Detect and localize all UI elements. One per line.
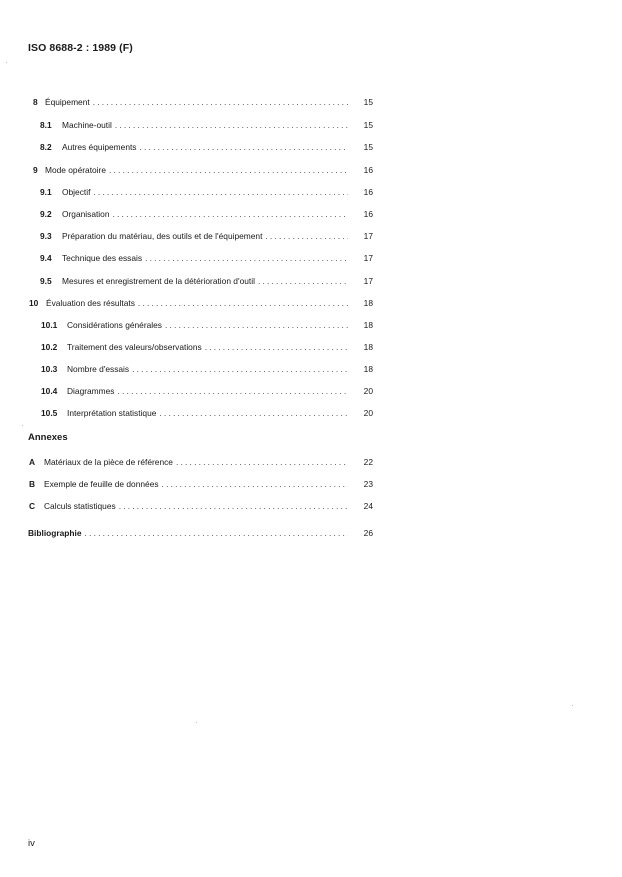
toc-entry[interactable] [41,318,373,332]
toc-entry-number: 9.1 [40,187,52,197]
leader-dots [85,526,348,540]
toc-entry-page: 15 [363,142,373,152]
annex-title: Matériaux de la pièce de référence [44,457,173,467]
leader-dots [115,118,348,132]
scan-speck [22,425,23,426]
leader-dots [159,406,348,420]
toc-entry-page: 16 [363,187,373,197]
toc-entry-number: 9.5 [40,276,52,286]
annex-entry[interactable] [29,477,373,491]
toc-entry-page: 20 [363,408,373,418]
leader-dots [205,340,348,354]
leader-dots [145,251,348,265]
toc-entry[interactable] [40,274,373,288]
toc-entry-title: Objectif [62,187,91,197]
toc-entry-title: Préparation du matériau, des outils et de l'équipement [62,231,263,241]
toc-entry-title: Technique des essais [62,253,143,263]
bibliography-page: 26 [363,528,373,538]
bibliography-entry[interactable] [28,526,373,540]
toc-entry-number: 10.3 [41,364,58,374]
toc-entry-number: 9.3 [40,231,52,241]
annex-entry[interactable] [29,455,373,469]
toc-entry-page: 20 [363,386,373,396]
leader-dots [109,163,348,177]
toc-entry-page: 18 [363,298,373,308]
toc-entry-number: 8 [33,97,38,107]
leader-dots [132,362,348,376]
toc-entry[interactable] [41,384,373,398]
toc-entry-number: 10.1 [41,320,58,330]
toc-entry-title: Traitement des valeurs/observations [67,342,202,352]
leader-dots [119,499,348,513]
toc-entry-title: Nombre d'essais [67,364,130,374]
annex-page: 23 [363,479,373,489]
leader-dots [140,140,349,154]
scan-speck [196,722,197,723]
toc-entry[interactable] [40,140,373,154]
toc-entry[interactable] [40,229,373,243]
leader-dots [165,318,348,332]
annex-title: Calculs statistiques [44,501,116,511]
annex-letter: A [29,457,36,467]
scan-speck [572,705,573,706]
annex-title: Exemple de feuille de données [44,479,159,489]
toc-entry[interactable] [33,95,373,109]
leader-dots [117,384,348,398]
toc-entry-title: Interprétation statistique [67,408,157,418]
toc-entry-title: Mesures et enregistrement de la détérioration d'outil [62,276,255,286]
annex-letter: B [29,479,36,489]
toc-entry[interactable] [40,118,373,132]
annex-entry[interactable] [29,499,373,513]
leader-dots [93,185,348,199]
toc-entry-title: Mode opératoire [45,165,106,175]
toc-entry[interactable] [40,251,373,265]
toc-entry-page: 18 [363,320,373,330]
toc-entry[interactable] [40,207,373,221]
toc-entry-number: 8.2 [40,142,52,152]
leader-dots [113,207,349,221]
toc-entry-title: Diagrammes [67,386,115,396]
toc-entry-page: 15 [363,120,373,130]
toc-entry-number: 10.2 [41,342,58,352]
page-number: iv [28,838,35,849]
leader-dots [138,296,348,310]
toc-entry-number: 10.5 [41,408,58,418]
bibliography-title: Bibliographie [28,528,82,538]
toc-entry-title: Considérations générales [67,320,162,330]
toc-entry[interactable] [41,340,373,354]
toc-entry-title: Organisation [62,209,110,219]
leader-dots [176,455,348,469]
leader-dots [162,477,348,491]
toc-entry-page: 17 [363,231,373,241]
toc-entry-title: Autres équipements [62,142,137,152]
toc-entry-page: 18 [363,364,373,374]
toc-entry-number: 10 [29,298,39,308]
toc-entry[interactable] [29,296,373,310]
document-header: ISO 8688-2 : 1989 (F) [28,42,133,54]
toc-entry-page: 15 [363,97,373,107]
toc-entry-page: 17 [363,253,373,263]
toc-entry-page: 16 [363,209,373,219]
toc-entry-title: Équipement [45,97,90,107]
toc-entry-number: 9.4 [40,253,52,263]
toc-entry-number: 10.4 [41,386,58,396]
toc-entry-number: 9 [33,165,38,175]
toc-entry-page: 16 [363,165,373,175]
toc-entry-title: Évaluation des résultats [46,298,135,308]
toc-entry[interactable] [40,185,373,199]
toc-entry-number: 8.1 [40,120,52,130]
leader-dots [258,274,348,288]
annex-page: 22 [363,457,373,467]
toc-entry[interactable] [41,362,373,376]
leader-dots [265,229,348,243]
toc-entry[interactable] [33,163,373,177]
toc-entry-page: 18 [363,342,373,352]
leader-dots [93,95,348,109]
scan-speck [6,62,7,63]
annex-page: 24 [363,501,373,511]
toc-entry-number: 9.2 [40,209,52,219]
annexes-heading: Annexes [28,432,68,443]
toc-entry-title: Machine-outil [62,120,112,130]
toc-entry[interactable] [41,406,373,420]
annex-letter: C [29,501,36,511]
toc-entry-page: 17 [363,276,373,286]
